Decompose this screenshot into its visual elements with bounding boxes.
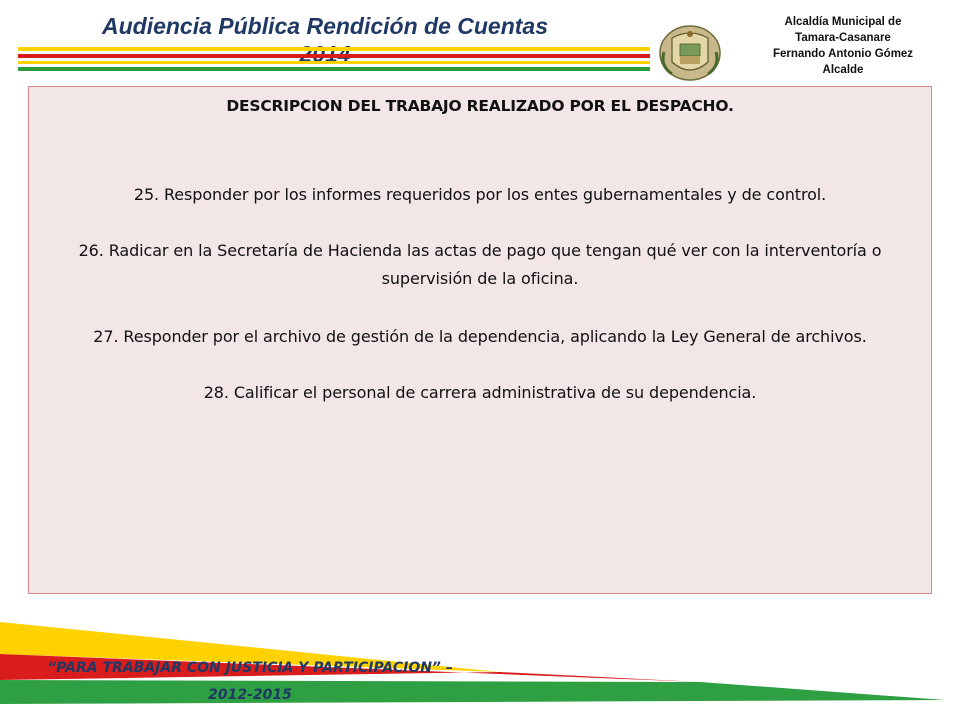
header-stripes [18,45,650,75]
stripe-yellow-top [18,47,650,51]
slogan-line-2: 2012-2015 [208,687,292,703]
municipal-crest-icon [658,22,722,82]
stripe-yellow-bottom [18,61,650,64]
content-heading: DESCRIPCION DEL TRABAJO REALIZADO POR EL DESPACHO. [226,97,734,115]
list-item-25: 25. Responder por los informes requeridos por los entes gubernamentales y de control. [133,185,827,204]
title-line-1: Audiencia Pública Rendición de Cuentas [101,13,549,39]
list-item-26: 26. Radicar en la Secretaría de Hacienda las actas de pago que tengan qué ver con la interventoría o supervisión de la oficina. [78,241,882,288]
stripe-red-top [18,54,650,58]
org-line-1: Alcaldía Municipal de [784,16,902,28]
org-line-2: Tamara-Casanare [795,32,891,44]
list-item-27: 27. Responder por el archivo de gestión de la dependencia, aplicando la Ley General de archivos. [93,327,867,346]
org-line-4: Alcalde [822,64,864,76]
stripe-green-bottom [18,67,650,71]
content-panel [28,86,932,594]
slogan-line-1: “PARA TRABAJAR CON JUSTICIA Y PARTICIPACION” – [47,660,453,676]
org-line-3: Fernando Antonio Gómez [772,48,914,60]
list-item-28: 28. Calificar el personal de carrera administrativa de su dependencia. [203,383,757,402]
organization-info [738,14,948,78]
footer-slogan [10,655,490,709]
